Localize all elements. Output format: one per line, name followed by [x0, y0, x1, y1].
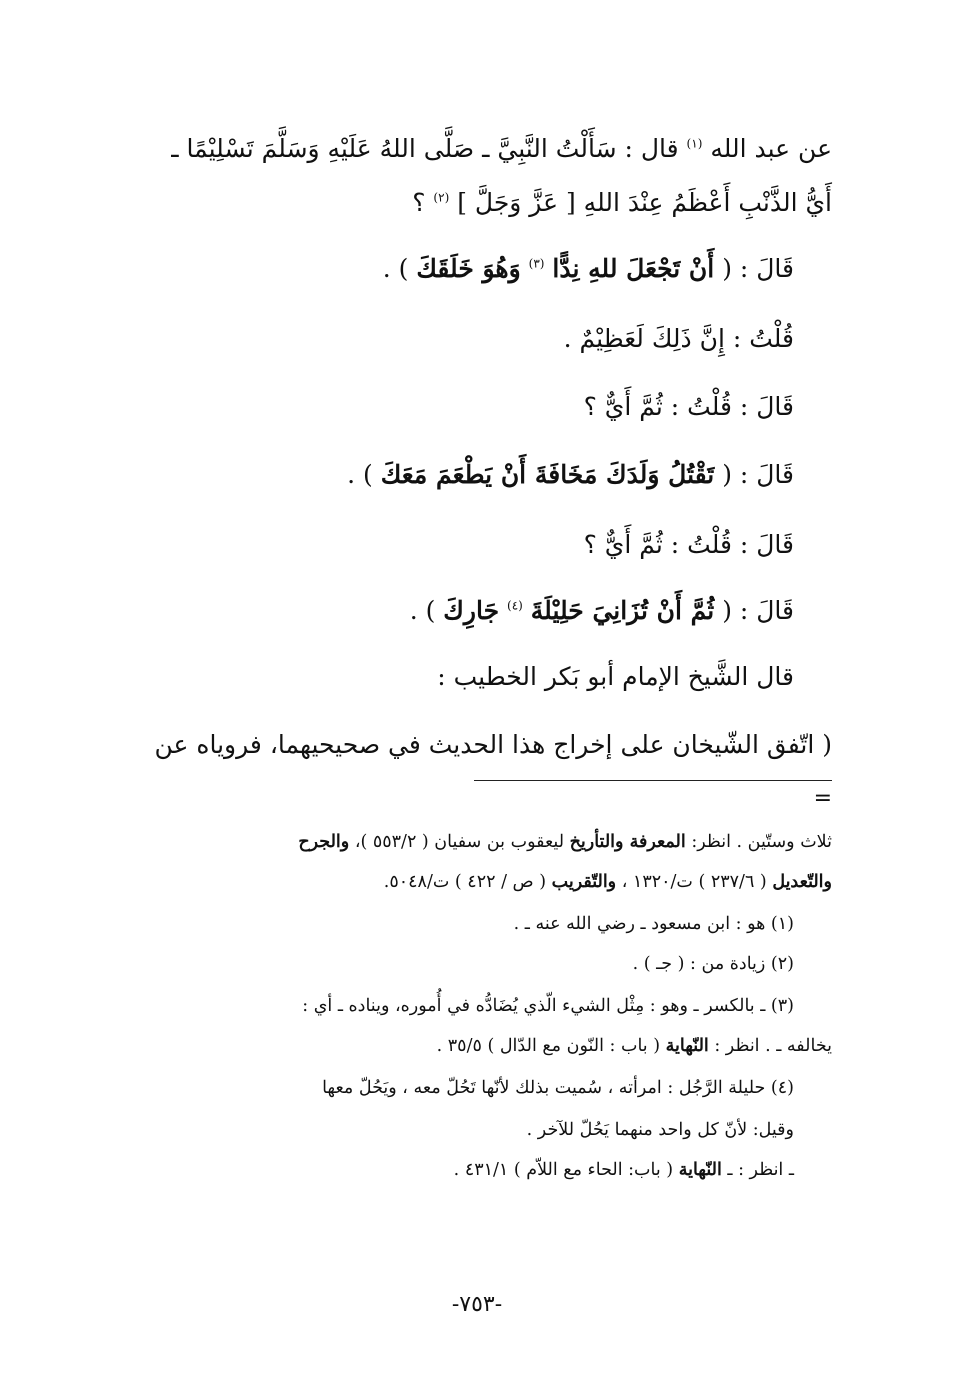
footnote-ref: (١)	[686, 136, 703, 151]
text-line-2	[412, 188, 832, 217]
hadith-bold: وَهُوَ خَلَقَكَ	[416, 254, 521, 283]
reference-title: والجرح	[298, 832, 350, 852]
text-segment: ) .	[409, 596, 444, 625]
footnote-ref: (٤)	[507, 598, 523, 613]
reference-title: النّهاية	[665, 1036, 709, 1056]
footnote-4-cont: وقيل: لأنّ كل واحد منهما يَحُلّ للآخر .	[526, 1120, 794, 1140]
footnote-4-ref	[454, 1160, 794, 1180]
text-segment: ليعقوب بن سفيان ( ٥٥٣/٢ )،	[349, 832, 570, 852]
text-line-10: ( اتّفق الشّيخان على إخراج هذا الحديث في صحيحيهما، فروياه عن	[154, 730, 832, 759]
text-segment: قَالَ : (	[714, 460, 794, 489]
text-segment: ؟	[412, 188, 426, 217]
text-line-1	[171, 134, 832, 163]
footnote-3: (٣) ـ بالكسر ـ وهو : مِثْل الشيء الّذي يُضَادُّه في أُموره، ويناده ـ أي :	[302, 996, 794, 1016]
footnote-separator	[474, 780, 832, 781]
text-segment: ( باب: الحاء مع اللاّم ) ٤٣١/١ .	[453, 1160, 679, 1180]
footnote-ref: (٣)	[528, 256, 545, 271]
text-segment: يخالفه ـ . انظر :	[708, 1036, 832, 1056]
text-line-3	[383, 254, 794, 283]
text-segment: أَيُّ الذَّنْبِ أَعْظَمُ عِنْدَ اللهِ [ عَزَّ وَجَلَّ ]	[457, 188, 832, 217]
footnote-line	[384, 872, 832, 892]
text-segment: ( باب : النّون مع الدّال ) ٣٥/٥ .	[436, 1036, 666, 1056]
text-line-7: قَالَ : قُلْتُ : ثُمَّ أَيٌّ ؟	[583, 530, 794, 559]
reference-title: والتّقريب	[551, 872, 617, 892]
page-number: -٧٥٣-	[451, 1292, 503, 1317]
reference-title: المعرفة والتأريخ	[569, 832, 686, 852]
footnote-line	[298, 832, 832, 852]
hadith-bold: تَقْتُلُ وَلَدَكَ مَخَافَةَ أَنْ يَطْعَمَ مَعَكَ	[380, 460, 715, 489]
text-line-9: قال الشَّيخ الإمام أبو بَكر الخطيب :	[437, 662, 794, 691]
footnote-1: (١) هو : ابن مسعود ـ رضي الله عنه ـ .	[513, 914, 794, 934]
footnote-3-cont	[437, 1036, 832, 1056]
hadith-bold: جَارِكَ	[443, 596, 500, 625]
text-segment: قَالَ : (	[714, 596, 794, 625]
text-line-6	[347, 460, 794, 489]
hadith-bold: أَنْ تَجْعَلَ للهِ نِدًّا	[552, 254, 715, 283]
text-segment: ثلاث وستّين . انظر:	[685, 832, 832, 852]
hadith-bold: ثُمَّ أَنْ تُزَانِيَ حَلِيْلَةَ	[530, 596, 715, 625]
text-line-4: قُلْتُ : إِنَّ ذَلِكَ لَعَظِيْمٌ .	[563, 324, 794, 353]
continuation-mark: =	[813, 786, 832, 811]
text-line-5: قَالَ : قُلْتُ : ثُمَّ أَيٌّ ؟	[583, 392, 794, 421]
reference-title: النّهاية	[678, 1160, 722, 1180]
footnote-4: (٤) حليلة الرَّجُل : امرأته ، سُميت بذلك لأنّها تَحُلّ معه ، ويَحُلّ معها	[322, 1078, 794, 1098]
text-segment: ) .	[347, 460, 381, 489]
footnote-2: (٢) زيادة من : ( جـ ) .	[632, 954, 794, 974]
text-segment: ( ٢٣٧/٦ ) ت/١٣٢٠ ،	[616, 872, 773, 892]
text-segment: ( ص / ٤٢٢ ) ت/٥٠٤٨.	[383, 872, 552, 892]
reference-title: والتّعديل	[772, 872, 832, 892]
text-line-8	[410, 596, 794, 625]
footnote-ref: (٢)	[433, 190, 450, 205]
text-segment: قال : سَأَلْتُ النَّبِيَّ ـ صَلَّى اللهُ عَلَيْهِ وَسَلَّمَ تَسْلِيْمًا ـ	[171, 134, 679, 163]
text-segment: قَالَ : (	[714, 254, 794, 283]
text-segment: عن عبد الله	[710, 134, 832, 163]
text-segment: ـ انظر : ـ	[721, 1160, 794, 1180]
text-segment: ) .	[382, 254, 417, 283]
